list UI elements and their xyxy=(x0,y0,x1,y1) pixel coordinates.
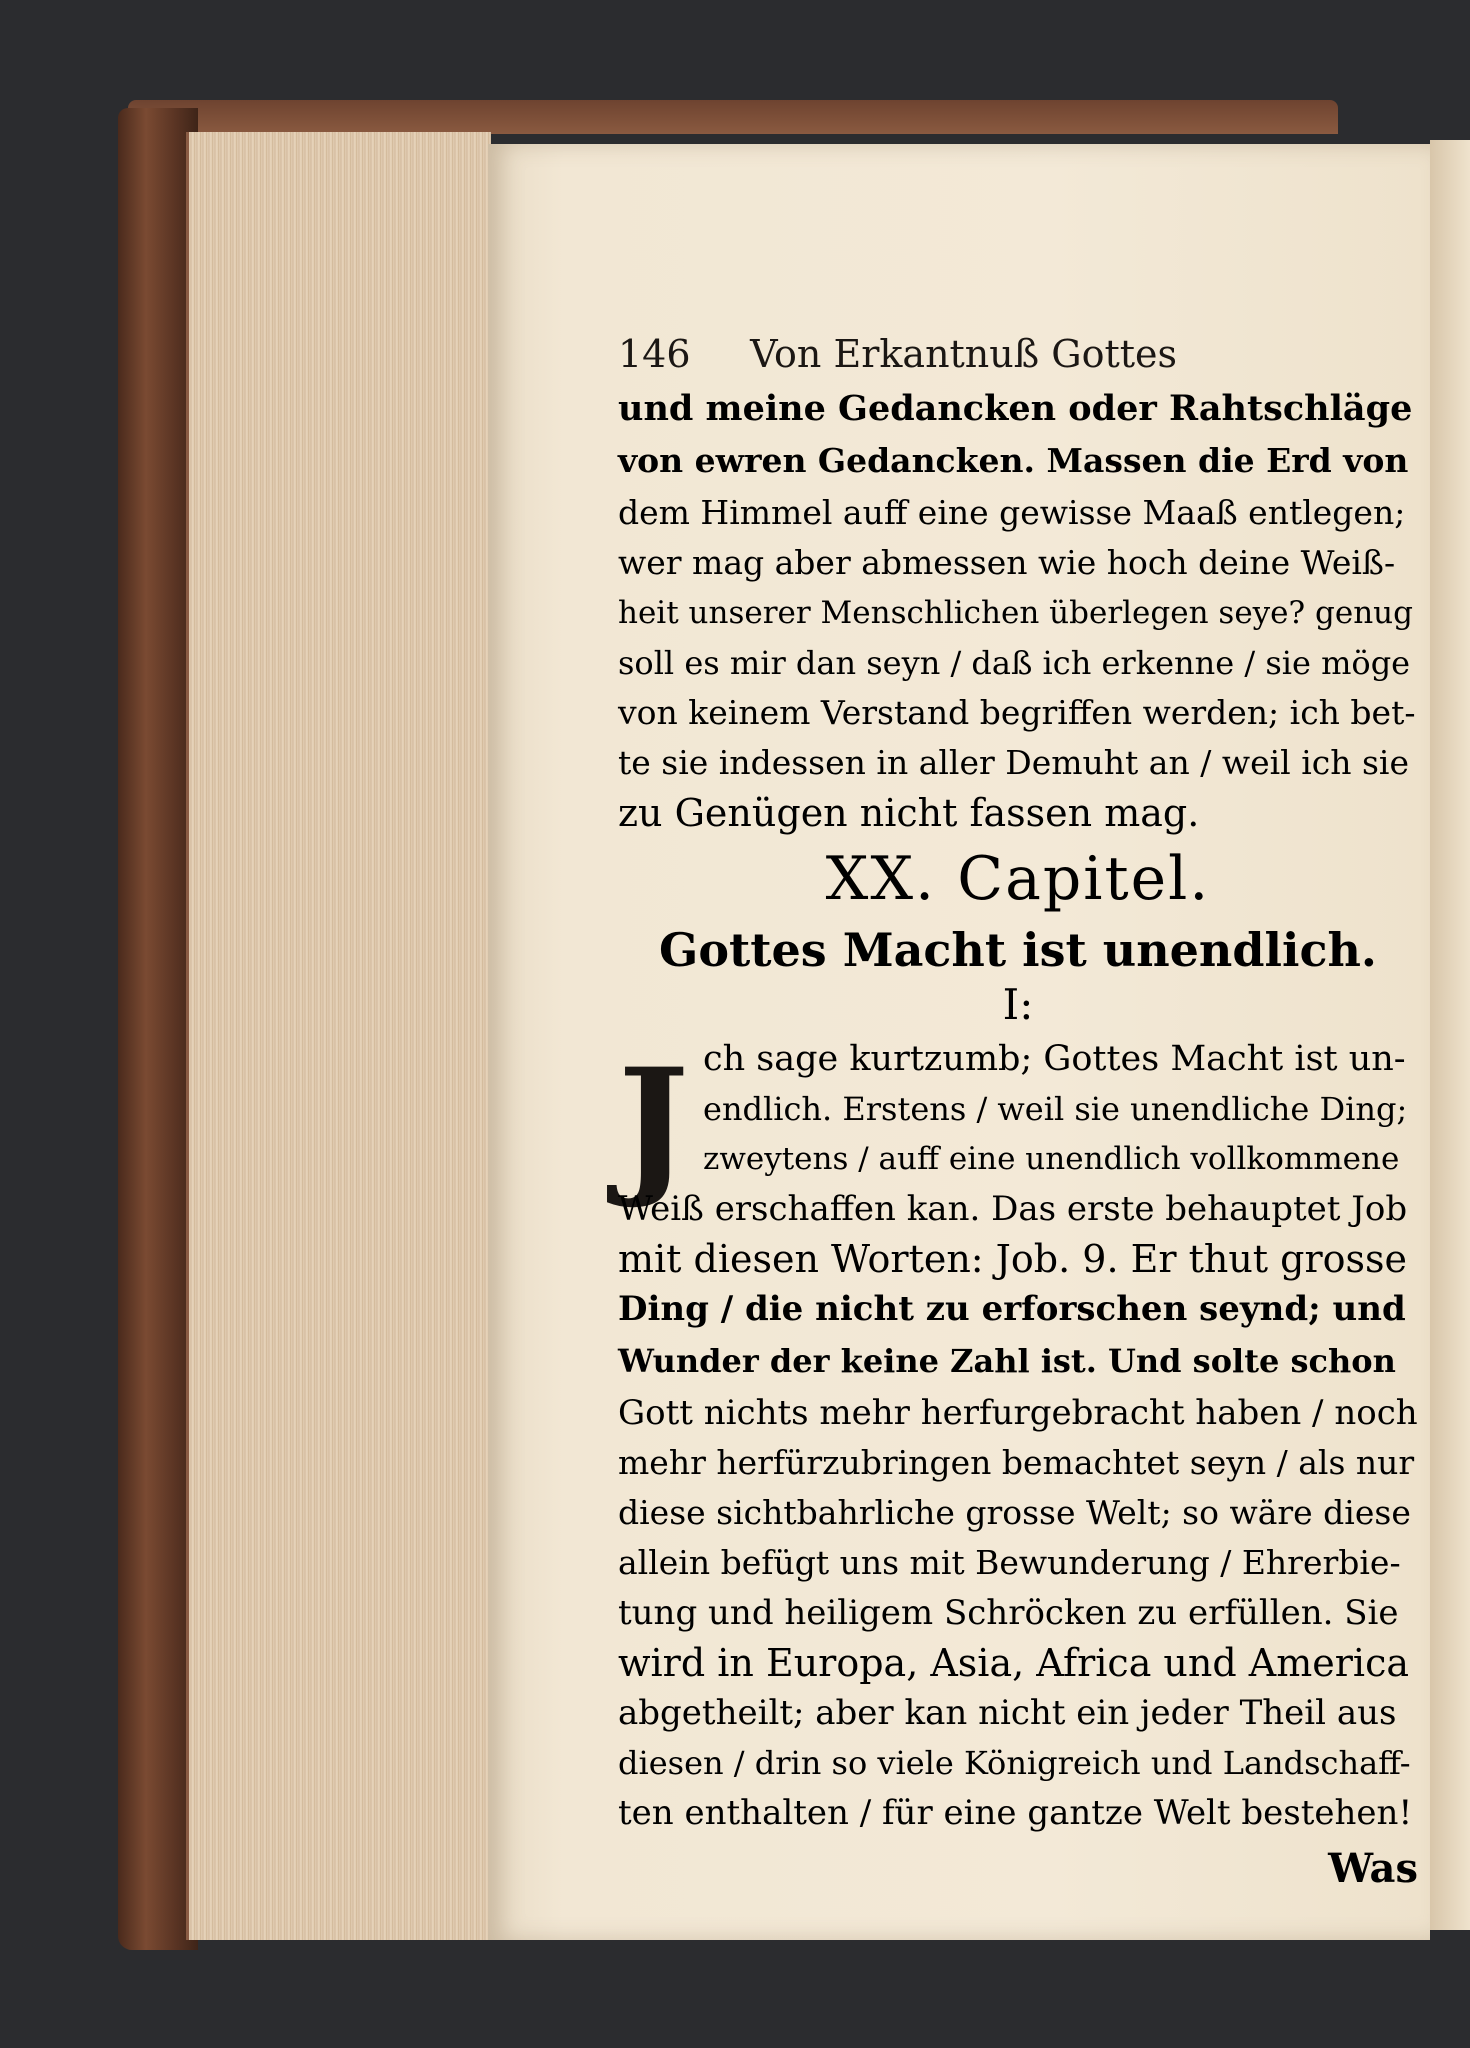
text-line: allein befügt uns mit Bewunderung / Ehrerbie- xyxy=(618,1543,1401,1582)
text-line: diesen / drin so viele Königreich und Landschaff- xyxy=(618,1744,1411,1782)
text-line: endlich. Erstens / weil sie unendliche Ding; xyxy=(703,1090,1408,1128)
drop-cap-initial: J xyxy=(618,1036,689,1212)
text-line: Gott nichts mehr herfurgebracht haben / noch xyxy=(618,1393,1418,1433)
text-line: von keinem Verstand begriffen werden; ich bet- xyxy=(618,693,1416,732)
text-line: dem Himmel auff eine gewisse Maaß entlegen; xyxy=(618,493,1406,532)
text-line: heit unserer Menschlichen überlegen seye? genug xyxy=(618,595,1413,631)
text-line: Weiß erschaffen kan. Das erste behauptet Job xyxy=(618,1189,1408,1229)
book-cover-top xyxy=(128,100,1338,134)
chapter-subtitle: Gottes Macht ist unendlich. xyxy=(659,923,1377,977)
text-line: Ding / die nicht zu erforschen seynd; und xyxy=(618,1289,1406,1329)
text-line: mit diesen Worten: Job. 9. Er thut grosse xyxy=(618,1237,1408,1281)
text-line: soll es mir dan seyn / daß ich erkenne / sie möge xyxy=(618,644,1411,682)
text-line: tung und heiligem Schröcken zu erfüllen. Sie xyxy=(618,1593,1399,1633)
chapter-title: XX. Capitel. xyxy=(825,844,1211,914)
page-edges xyxy=(186,132,491,1940)
page-number: 146 xyxy=(618,332,691,376)
running-head: Von Erkantnuß Gottes xyxy=(750,332,1177,376)
text-line: abgetheilt; aber kan nicht ein jeder Theil aus xyxy=(618,1693,1397,1733)
text-line: diese sichtbahrliche grosse Welt; so wäre diese xyxy=(618,1493,1411,1532)
facing-page-edge xyxy=(1430,140,1470,1930)
text-line: zweytens / auff eine unendlich vollkommene xyxy=(703,1141,1400,1177)
text-line: von ewren Gedancken. Massen die Erd von xyxy=(618,441,1409,480)
book xyxy=(118,100,1418,1950)
text-line: wer mag aber abmessen wie hoch deine Weiß- xyxy=(618,543,1396,582)
text-line: Wunder der keine Zahl ist. Und solte schon xyxy=(618,1342,1396,1380)
page-header xyxy=(618,324,1418,384)
text-line: te sie indessen in aller Demuht an / weil ich sie xyxy=(618,743,1410,782)
book-page xyxy=(488,144,1430,1940)
catchword: Was xyxy=(1328,1845,1418,1892)
section-number: I: xyxy=(1002,980,1034,1029)
text-line: ch sage kurtzumb; Gottes Macht ist un- xyxy=(703,1039,1406,1079)
text-line: und meine Gedancken oder Rahtschläge xyxy=(618,388,1413,429)
text-line: mehr herfürzubringen bemachtet seyn / als nur xyxy=(618,1443,1415,1482)
text-line: zu Genügen nicht fassen mag. xyxy=(618,791,1200,835)
text-line: ten enthalten / für eine gantze Welt bestehen! xyxy=(618,1793,1413,1833)
text-line: wird in Europa, Asia, Africa und America xyxy=(618,1641,1410,1685)
